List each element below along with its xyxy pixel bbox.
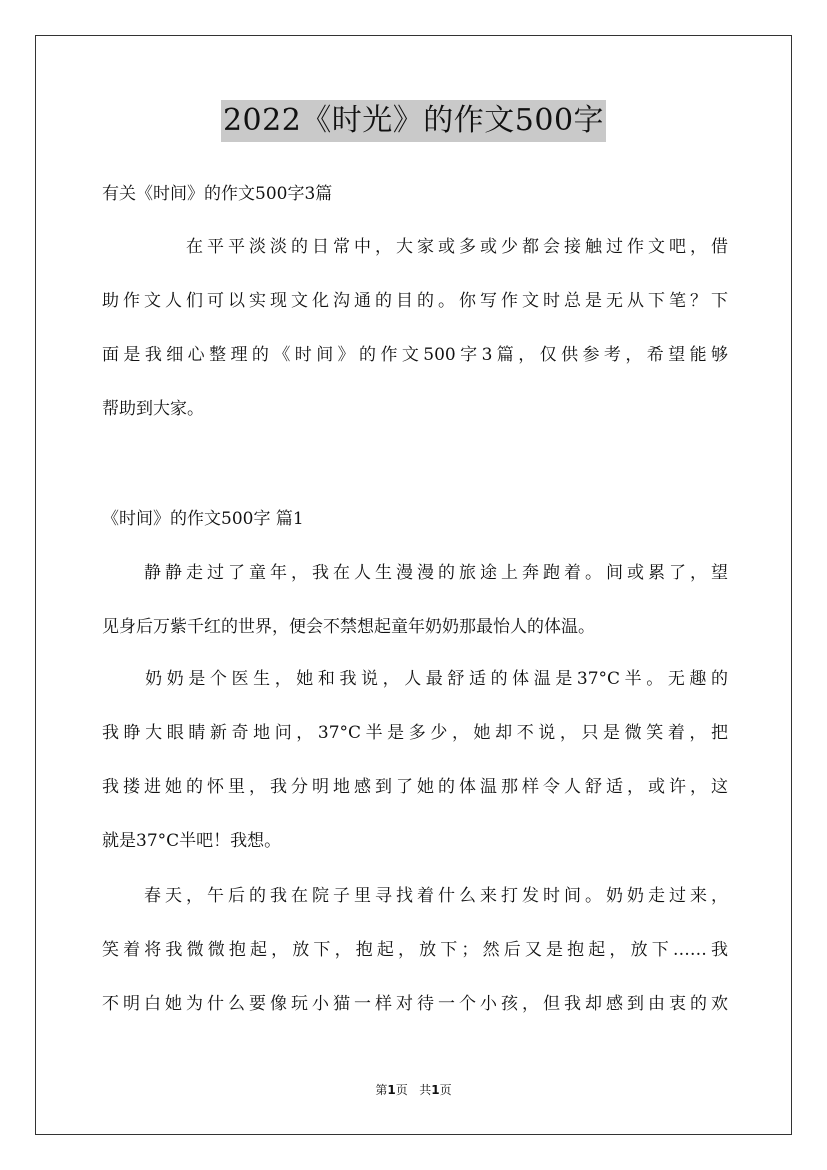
document-title: 2022《时光》的作文500字 bbox=[221, 100, 606, 142]
paragraph-line: 我睁大眼睛新奇地问，37°C半是多少，她却不说，只是微笑着，把 bbox=[102, 723, 728, 743]
title-wrap bbox=[0, 100, 827, 142]
paragraph-line: 见身后万紫千红的世界，便会不禁想起童年奶奶那最怡人的体温。 bbox=[102, 617, 595, 637]
paragraph-2 bbox=[102, 652, 728, 868]
paragraph-line: 我搂进她的怀里，我分明地感到了她的体温那样令人舒适，或许，这 bbox=[102, 777, 728, 797]
document-subtitle: 有关《时间》的作文500字3篇 bbox=[102, 184, 333, 204]
paragraph-1 bbox=[102, 546, 728, 654]
intro-line: 助作文人们可以实现文化沟通的目的。你写作文时总是无从下笔？下 bbox=[102, 291, 728, 311]
paragraph-line: 春天，午后的我在院子里寻找着什么来打发时间。奶奶走过来， bbox=[102, 886, 728, 906]
page-prefix: 第 bbox=[375, 1083, 388, 1097]
page-current: 1 bbox=[387, 1083, 396, 1097]
paragraph-line: 笑着将我微微抱起，放下，抱起，放下；然后又是抱起，放下……我 bbox=[102, 940, 728, 960]
intro-line: 在平平淡淡的日常中，大家或多或少都会接触过作文吧，借 bbox=[102, 237, 728, 257]
paragraph-3 bbox=[102, 869, 728, 1031]
total-prefix: 共 bbox=[419, 1083, 432, 1097]
paragraph-line: 就是37°C半吧！我想。 bbox=[102, 831, 282, 851]
page-unit: 页 bbox=[395, 1083, 408, 1097]
intro-line: 帮助到大家。 bbox=[102, 399, 204, 419]
paragraph-line: 不明白她为什么要像玩小猫一样对待一个小孩，但我却感到由衷的欢 bbox=[102, 994, 728, 1014]
page-footer bbox=[0, 1082, 827, 1098]
paragraph-line: 奶奶是个医生，她和我说，人最舒适的体温是37°C半。无趣的 bbox=[102, 669, 728, 689]
total-unit: 页 bbox=[439, 1083, 452, 1097]
intro-line: 面是我细心整理的《时间》的作文500字3篇，仅供参考，希望能够 bbox=[102, 345, 728, 365]
paragraph-line: 静静走过了童年，我在人生漫漫的旅途上奔跑着。间或累了，望 bbox=[102, 563, 728, 583]
intro-paragraph bbox=[102, 220, 728, 436]
section-heading: 《时间》的作文500字 篇1 bbox=[102, 509, 304, 529]
page-total: 1 bbox=[431, 1083, 440, 1097]
